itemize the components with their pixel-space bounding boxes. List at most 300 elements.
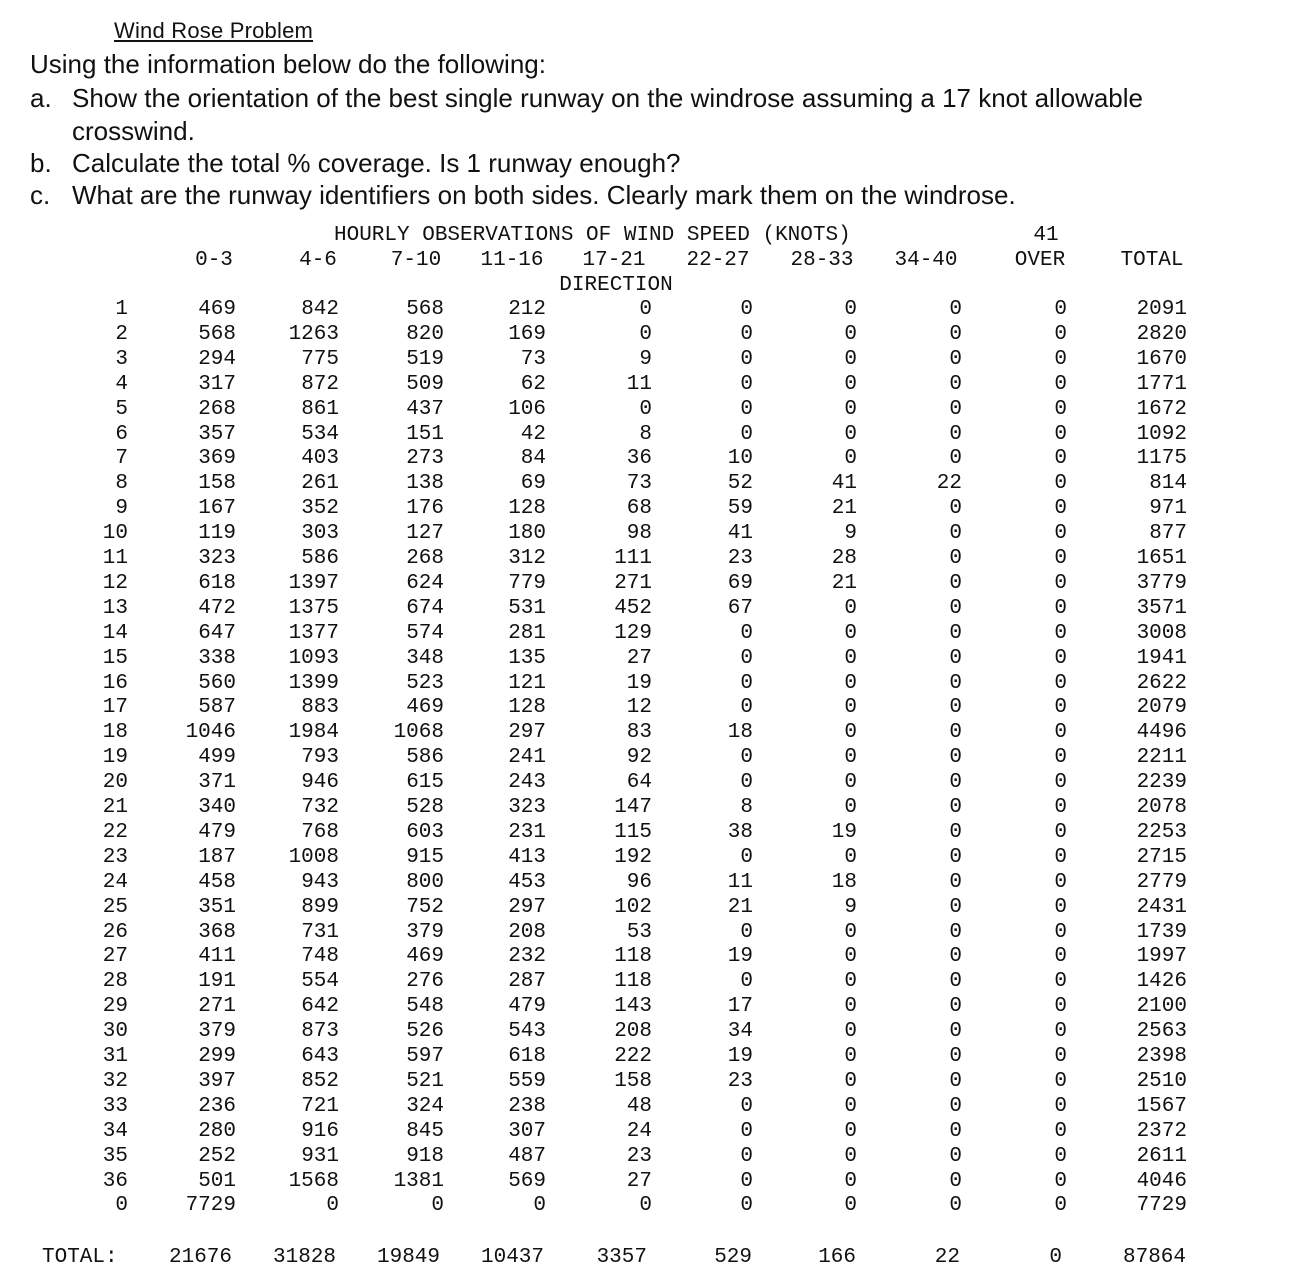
table-cell: 135	[508, 647, 546, 670]
table-cell: 0	[844, 348, 857, 371]
table-cell: 21	[727, 896, 753, 919]
table-cell: 0	[740, 647, 753, 670]
direction-cell: 16	[102, 672, 128, 695]
table-cell: 1093	[288, 647, 339, 670]
table-cell: 42	[520, 423, 546, 446]
table-cell: 191	[198, 970, 236, 993]
table-cell: 9	[639, 348, 652, 371]
table-cell: 916	[301, 1120, 339, 1143]
table-cell: 19	[727, 945, 753, 968]
table-cell: 586	[301, 547, 339, 570]
table-cell: 0	[1054, 1095, 1067, 1118]
direction-cell: 10	[102, 522, 128, 545]
table-cell: 1092	[1136, 423, 1187, 446]
table-cell: 23	[626, 1145, 652, 1168]
table-cell: 0	[949, 896, 962, 919]
table-cell: 0	[949, 497, 962, 520]
table-cell: 560	[198, 672, 236, 695]
table-cell: 0	[1054, 871, 1067, 894]
table-cell: 1008	[288, 846, 339, 869]
table-cell: 118	[614, 945, 652, 968]
table-cell: 0	[844, 1170, 857, 1193]
direction-cell: 34	[102, 1120, 128, 1143]
table-cell: 11	[626, 373, 652, 396]
table-cell: 453	[508, 871, 546, 894]
table-cell: 0	[1054, 896, 1067, 919]
table-cell: 34	[727, 1020, 753, 1043]
table-cell: 674	[406, 597, 444, 620]
table-cell: 0	[949, 522, 962, 545]
table-cell: 236	[198, 1095, 236, 1118]
table-cell: 397	[198, 1070, 236, 1093]
direction-cell: 36	[102, 1170, 128, 1193]
table-cell: 0	[844, 746, 857, 769]
total-cell: 10437	[480, 1246, 544, 1269]
table-cell: 0	[844, 597, 857, 620]
table-cell: 23	[727, 547, 753, 570]
table-cell: 568	[406, 298, 444, 321]
table-cell: 0	[949, 1020, 962, 1043]
table-cell: 523	[406, 672, 444, 695]
table-cell: 27	[626, 647, 652, 670]
table-cell: 2820	[1136, 323, 1187, 346]
table-cell: 312	[508, 547, 546, 570]
table-cell: 883	[301, 696, 339, 719]
table-cell: 574	[406, 622, 444, 645]
table-cell: 0	[740, 1194, 753, 1217]
table-cell: 2239	[1136, 771, 1187, 794]
table-cell: 287	[508, 970, 546, 993]
table-cell: 92	[626, 746, 652, 769]
total-cell: 529	[714, 1246, 752, 1269]
table-cell: 271	[198, 995, 236, 1018]
table-cell: 3571	[1136, 597, 1187, 620]
table-cell: 1068	[393, 721, 444, 744]
table-cell: 779	[508, 572, 546, 595]
table-cell: 0	[949, 547, 962, 570]
table-cell: 0	[844, 1095, 857, 1118]
table-cell: 307	[508, 1120, 546, 1143]
table-cell: 9	[844, 896, 857, 919]
table-cell: 0	[844, 1194, 857, 1217]
table-cell: 1739	[1136, 921, 1187, 944]
table-cell: 586	[406, 746, 444, 769]
table-cell: 2372	[1136, 1120, 1187, 1143]
table-cell: 24	[626, 1120, 652, 1143]
table-cell: 0	[949, 423, 962, 446]
table-cell: 0	[1054, 547, 1067, 570]
table-cell: 0	[1054, 672, 1067, 695]
table-cell: 0	[1054, 373, 1067, 396]
table-cell: 1567	[1136, 1095, 1187, 1118]
direction-cell: 5	[115, 398, 128, 421]
table-cell: 768	[301, 821, 339, 844]
table-cell: 554	[301, 970, 339, 993]
table-cell: 1399	[288, 672, 339, 695]
table-cell: 0	[844, 721, 857, 744]
table-cell: 0	[844, 298, 857, 321]
table-cell: 0	[326, 1194, 339, 1217]
table-cell: 0	[1054, 472, 1067, 495]
table-cell: 0	[1054, 423, 1067, 446]
table-cell: 0	[949, 1095, 962, 1118]
table-cell: 3779	[1136, 572, 1187, 595]
table-cell: 7729	[1136, 1194, 1187, 1217]
direction-cell: 26	[102, 921, 128, 944]
table-cell: 23	[727, 1070, 753, 1093]
table-cell: 0	[949, 373, 962, 396]
direction-cell: 28	[102, 970, 128, 993]
table-cell: 0	[949, 1045, 962, 1068]
table-cell: 231	[508, 821, 546, 844]
table-cell: 281	[508, 622, 546, 645]
table-cell: 121	[508, 672, 546, 695]
table-cell: 0	[949, 696, 962, 719]
column-header: OVER	[1014, 249, 1066, 272]
table-cell: 18	[727, 721, 753, 744]
table-heading: HOURLY OBSERVATIONS OF WIND SPEED (KNOTS)	[334, 224, 851, 247]
table-cell: 19	[831, 821, 857, 844]
table-cell: 9	[844, 522, 857, 545]
table-cell: 0	[431, 1194, 444, 1217]
column-header: 22-27	[686, 249, 750, 272]
table-cell: 0	[949, 1170, 962, 1193]
table-cell: 403	[301, 447, 339, 470]
table-cell: 261	[301, 472, 339, 495]
table-cell: 0	[1054, 1120, 1067, 1143]
table-cell: 411	[198, 945, 236, 968]
direction-cell: 24	[102, 871, 128, 894]
table-cell: 138	[406, 472, 444, 495]
table-cell: 48	[626, 1095, 652, 1118]
table-cell: 128	[508, 497, 546, 520]
table-cell: 618	[198, 572, 236, 595]
table-cell: 18	[831, 871, 857, 894]
table-cell: 793	[301, 746, 339, 769]
table-cell: 0	[740, 1095, 753, 1118]
table-cell: 169	[508, 323, 546, 346]
table-cell: 21	[831, 572, 857, 595]
table-cell: 340	[198, 796, 236, 819]
table-cell: 222	[614, 1045, 652, 1068]
table-cell: 1670	[1136, 348, 1187, 371]
table-cell: 176	[406, 497, 444, 520]
table-cell: 8	[639, 423, 652, 446]
table-cell: 0	[844, 696, 857, 719]
table-cell: 19	[727, 1045, 753, 1068]
table-cell: 0	[949, 796, 962, 819]
table-cell: 69	[520, 472, 546, 495]
table-cell: 208	[508, 921, 546, 944]
table-cell: 167	[198, 497, 236, 520]
table-cell: 0	[949, 447, 962, 470]
column-header: 11-16	[480, 249, 544, 272]
table-cell: 84	[520, 447, 546, 470]
table-cell: 647	[198, 622, 236, 645]
table-cell: 775	[301, 348, 339, 371]
table-cell: 357	[198, 423, 236, 446]
table-cell: 2398	[1136, 1045, 1187, 1068]
table-cell: 0	[740, 348, 753, 371]
table-cell: 69	[727, 572, 753, 595]
table-cell: 273	[406, 447, 444, 470]
direction-cell: 30	[102, 1020, 128, 1043]
table-cell: 158	[614, 1070, 652, 1093]
table-cell: 946	[301, 771, 339, 794]
table-cell: 11	[727, 871, 753, 894]
table-cell: 0	[949, 970, 962, 993]
table-cell: 0	[949, 945, 962, 968]
table-cell: 452	[614, 597, 652, 620]
table-cell: 12	[626, 696, 652, 719]
table-cell: 587	[198, 696, 236, 719]
table-cell: 4046	[1136, 1170, 1187, 1193]
table-cell: 534	[301, 423, 339, 446]
direction-cell: 33	[102, 1095, 128, 1118]
table-cell: 368	[198, 921, 236, 944]
direction-cell: 0	[115, 1194, 128, 1217]
table-cell: 943	[301, 871, 339, 894]
table-cell: 0	[1054, 970, 1067, 993]
table-cell: 1651	[1136, 547, 1187, 570]
table-cell: 192	[614, 846, 652, 869]
direction-cell: 20	[102, 771, 128, 794]
table-cell: 67	[727, 597, 753, 620]
direction-label: DIRECTION	[559, 274, 673, 297]
total-cell: 3357	[596, 1246, 647, 1269]
table-cell: 1381	[393, 1170, 444, 1193]
direction-cell: 32	[102, 1070, 128, 1093]
table-cell: 479	[198, 821, 236, 844]
table-cell: 0	[1054, 348, 1067, 371]
table-cell: 348	[406, 647, 444, 670]
table-cell: 0	[1054, 1194, 1067, 1217]
table-cell: 0	[740, 771, 753, 794]
table-cell: 0	[740, 921, 753, 944]
table-cell: 0	[1054, 572, 1067, 595]
table-cell: 299	[198, 1045, 236, 1068]
direction-cell: 3	[115, 348, 128, 371]
table-cell: 0	[949, 572, 962, 595]
table-cell: 1426	[1136, 970, 1187, 993]
direction-cell: 8	[115, 472, 128, 495]
table-cell: 501	[198, 1170, 236, 1193]
table-cell: 0	[844, 423, 857, 446]
direction-cell: 13	[102, 597, 128, 620]
table-cell: 0	[740, 1170, 753, 1193]
table-cell: 297	[508, 721, 546, 744]
table-cell: 2253	[1136, 821, 1187, 844]
table-cell: 0	[949, 1070, 962, 1093]
table-cell: 106	[508, 398, 546, 421]
table-cell: 0	[740, 622, 753, 645]
table-cell: 115	[614, 821, 652, 844]
table-cell: 0	[1054, 796, 1067, 819]
direction-cell: 18	[102, 721, 128, 744]
table-cell: 232	[508, 945, 546, 968]
table-cell: 0	[1054, 696, 1067, 719]
table-cell: 0	[1054, 821, 1067, 844]
total-cell: 87864	[1122, 1246, 1186, 1269]
table-cell: 2431	[1136, 896, 1187, 919]
table-cell: 0	[844, 995, 857, 1018]
table-cell: 64	[626, 771, 652, 794]
table-cell: 379	[406, 921, 444, 944]
question-letter: b.	[30, 148, 52, 178]
table-cell: 437	[406, 398, 444, 421]
table-cell: 0	[740, 846, 753, 869]
table-cell: 469	[406, 945, 444, 968]
table-cell: 0	[844, 1045, 857, 1068]
column-header: 7-10	[390, 249, 442, 272]
table-cell: 1377	[288, 622, 339, 645]
table-cell: 0	[740, 1145, 753, 1168]
table-cell: 0	[1054, 298, 1067, 321]
table-cell: 0	[949, 721, 962, 744]
table-cell: 0	[844, 771, 857, 794]
table-cell: 0	[844, 373, 857, 396]
column-header: 0-3	[195, 249, 233, 272]
table-cell: 845	[406, 1120, 444, 1143]
table-cell: 323	[508, 796, 546, 819]
question-text: Calculate the total % coverage. Is 1 runway enough?	[72, 148, 681, 178]
table-cell: 268	[406, 547, 444, 570]
table-cell: 0	[1054, 647, 1067, 670]
table-cell: 0	[740, 970, 753, 993]
table-cell: 187	[198, 846, 236, 869]
table-cell: 0	[844, 796, 857, 819]
instructions-intro: Using the information below do the following:	[30, 49, 546, 79]
table-cell: 0	[844, 447, 857, 470]
table-cell: 543	[508, 1020, 546, 1043]
direction-cell: 14	[102, 622, 128, 645]
table-cell: 129	[614, 622, 652, 645]
table-cell: 8	[740, 796, 753, 819]
table-cell: 2211	[1136, 746, 1187, 769]
table-cell: 0	[1054, 522, 1067, 545]
question-letter: a.	[30, 83, 52, 113]
table-cell: 0	[639, 1194, 652, 1217]
table-cell: 2622	[1136, 672, 1187, 695]
table-cell: 127	[406, 522, 444, 545]
table-cell: 52	[727, 472, 753, 495]
table-cell: 271	[614, 572, 652, 595]
table-cell: 2563	[1136, 1020, 1187, 1043]
direction-cell: 22	[102, 821, 128, 844]
table-cell: 0	[949, 921, 962, 944]
direction-cell: 12	[102, 572, 128, 595]
column-header: TOTAL	[1120, 249, 1184, 272]
table-cell: 53	[626, 921, 652, 944]
table-cell: 59	[727, 497, 753, 520]
table-cell: 0	[949, 348, 962, 371]
table-cell: 0	[1054, 1070, 1067, 1093]
table-cell: 642	[301, 995, 339, 1018]
table-cell: 0	[844, 1070, 857, 1093]
table-cell: 0	[844, 945, 857, 968]
table-cell: 752	[406, 896, 444, 919]
table-cell: 0	[639, 298, 652, 321]
table-cell: 0	[949, 647, 962, 670]
table-cell: 472	[198, 597, 236, 620]
table-cell: 0	[949, 323, 962, 346]
total-cell: 0	[1049, 1246, 1062, 1269]
direction-cell: 1	[115, 298, 128, 321]
table-cell: 2611	[1136, 1145, 1187, 1168]
table-cell: 877	[1149, 522, 1187, 545]
table-cell: 899	[301, 896, 339, 919]
table-cell: 351	[198, 896, 236, 919]
table-cell: 0	[949, 1145, 962, 1168]
table-cell: 0	[1054, 921, 1067, 944]
table-cell: 1771	[1136, 373, 1187, 396]
table-cell: 151	[406, 423, 444, 446]
table-cell: 1997	[1136, 945, 1187, 968]
table-cell: 814	[1149, 472, 1187, 495]
total-cell: 166	[818, 1246, 856, 1269]
table-cell: 352	[301, 497, 339, 520]
table-cell: 0	[844, 1120, 857, 1143]
question-letter: c.	[30, 180, 51, 210]
direction-cell: 35	[102, 1145, 128, 1168]
table-cell: 800	[406, 871, 444, 894]
table-cell: 0	[639, 323, 652, 346]
table-cell: 297	[508, 896, 546, 919]
table-cell: 4496	[1136, 721, 1187, 744]
table-cell: 0	[949, 995, 962, 1018]
table-cell: 0	[1054, 1145, 1067, 1168]
table-cell: 1263	[288, 323, 339, 346]
direction-cell: 4	[115, 373, 128, 396]
table-cell: 1046	[185, 721, 236, 744]
table-cell: 0	[740, 373, 753, 396]
table-cell: 519	[406, 348, 444, 371]
table-cell: 0	[844, 672, 857, 695]
table-cell: 0	[1054, 497, 1067, 520]
direction-cell: 9	[115, 497, 128, 520]
table-cell: 872	[301, 373, 339, 396]
table-cell: 128	[508, 696, 546, 719]
table-cell: 1568	[288, 1170, 339, 1193]
table-cell: 861	[301, 398, 339, 421]
table-cell: 119	[198, 522, 236, 545]
table-cell: 852	[301, 1070, 339, 1093]
table-cell: 721	[301, 1095, 339, 1118]
table-cell: 238	[508, 1095, 546, 1118]
table-cell: 0	[1054, 622, 1067, 645]
table-cell: 41	[727, 522, 753, 545]
table-cell: 2100	[1136, 995, 1187, 1018]
table-cell: 0	[844, 921, 857, 944]
table-cell: 499	[198, 746, 236, 769]
total-cell: 22	[934, 1246, 960, 1269]
table-cell: 2079	[1136, 696, 1187, 719]
total-cell: 19849	[376, 1246, 440, 1269]
table-cell: 624	[406, 572, 444, 595]
table-cell: 0	[740, 746, 753, 769]
table-cell: 17	[727, 995, 753, 1018]
table-cell: 615	[406, 771, 444, 794]
table-cell: 241	[508, 746, 546, 769]
table-cell: 915	[406, 846, 444, 869]
table-cell: 0	[740, 398, 753, 421]
table-cell: 509	[406, 373, 444, 396]
direction-cell: 17	[102, 696, 128, 719]
table-cell: 0	[949, 597, 962, 620]
table-cell: 303	[301, 522, 339, 545]
table-cell: 294	[198, 348, 236, 371]
table-cell: 0	[639, 398, 652, 421]
